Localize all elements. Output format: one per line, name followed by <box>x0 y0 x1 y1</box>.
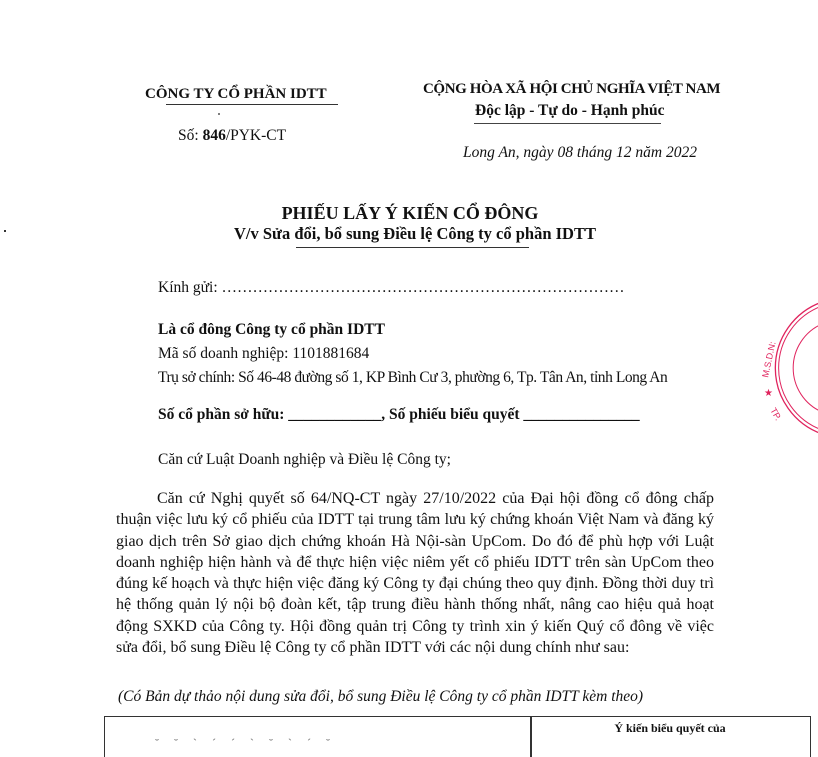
doc-number-suffix: /PYK-CT <box>225 127 287 144</box>
legal-basis: Căn cứ Luật Doanh nghiệp và Điều lệ Công ty; <box>158 451 451 468</box>
vote-column-header: Ý kiến biểu quyết của <box>614 721 726 735</box>
document-subject: V/v Sửa đổi, bổ sung Điều lệ Công ty cổ phần IDTT <box>234 224 596 243</box>
table-column-divider <box>530 717 532 757</box>
shareholder-label: Là cổ đông Công ty cổ phần IDTT <box>158 321 385 338</box>
svg-text:M.S.D.N:: M.S.D.N: <box>760 340 778 379</box>
shares-owned-field: Số cổ phần sở hữu: ____________, Số phiếu biểu quyết _______________ <box>158 406 640 423</box>
svg-text:TP.: TP. <box>768 406 784 423</box>
company-underline <box>166 104 338 105</box>
dot-mark <box>218 113 220 115</box>
head-office-address: Trụ sở chính: Số 46-48 đường số 1, KP Bình Cư 3, phường 6, Tp. Tân An, tỉnh Long An <box>158 369 668 386</box>
voting-table <box>104 716 811 757</box>
document-number <box>178 127 286 145</box>
company-seal-stamp <box>752 298 818 438</box>
svg-text:★: ★ <box>764 388 773 399</box>
stray-mark <box>4 230 6 232</box>
doc-number-value: 846 <box>202 127 226 144</box>
nation-heading: CỘNG HÒA XÃ HỘI CHỦ NGHĨA VIỆT NAM <box>423 81 721 97</box>
motto-underline <box>474 123 661 124</box>
title-text: PHIẾU LẤY Ý KIẾN CỔ ĐÔNG <box>281 203 539 223</box>
doc-number-prefix: Số: <box>178 127 203 144</box>
company-name: CÔNG TY CỔ PHẦN IDTT <box>145 86 327 102</box>
tax-id: Mã số doanh nghiệp: 1101881684 <box>158 345 370 362</box>
body-paragraph <box>116 488 714 658</box>
national-motto: Độc lập - Tự do - Hạnh phúc <box>475 102 665 119</box>
recipient-line: Kính gửi: …………………………………………………………………… <box>158 279 625 296</box>
table-cut-text: ˘ ˘ ` ´ ´ ` ˘ ` ´ ˘ <box>155 736 336 750</box>
seal-icon <box>752 298 818 438</box>
paragraph-text: Căn cứ Nghị quyết số 64/NQ-CT ngày 27/10/2022 của Đại hội đồng cổ đông chấp thuận việc lưu ký cổ phiếu của IDTT tại trung tâm lưu ký chứng khoán Việt Nam và đăng ký giao dịch trên Sở giao dịch chứng khoán Hà Nội-sàn UpCom. Do đó để phù hợp với Luật doanh nghiệp hiện hành và để thực hiện việc niêm yết cổ phiếu IDTT trên sàn UpCom theo đúng kế hoạch và thực hiện việc đăng ký Công ty đại chúng theo quy định. Đồng thời duy trì hệ thống quản lý nội bộ đoàn kết, tập trung điều hành thống nhất, nâng cao hiệu quả hoạt động SXKD của Công ty. Hội đồng quản trị Công ty trình xin ý kiến Quý cổ đông về việc sửa đổi, bổ sung Điều lệ Công ty cổ phần IDTT với các nội dung chính như sau: <box>116 490 714 657</box>
dateline: Long An, ngày 08 tháng 12 năm 2022 <box>463 144 697 161</box>
attachment-note: (Có Bản dự thảo nội dung sửa đổi, bổ sung Điều lệ Công ty cổ phần IDTT kèm theo) <box>118 688 644 705</box>
document-title <box>0 203 818 224</box>
subject-underline <box>296 247 529 248</box>
